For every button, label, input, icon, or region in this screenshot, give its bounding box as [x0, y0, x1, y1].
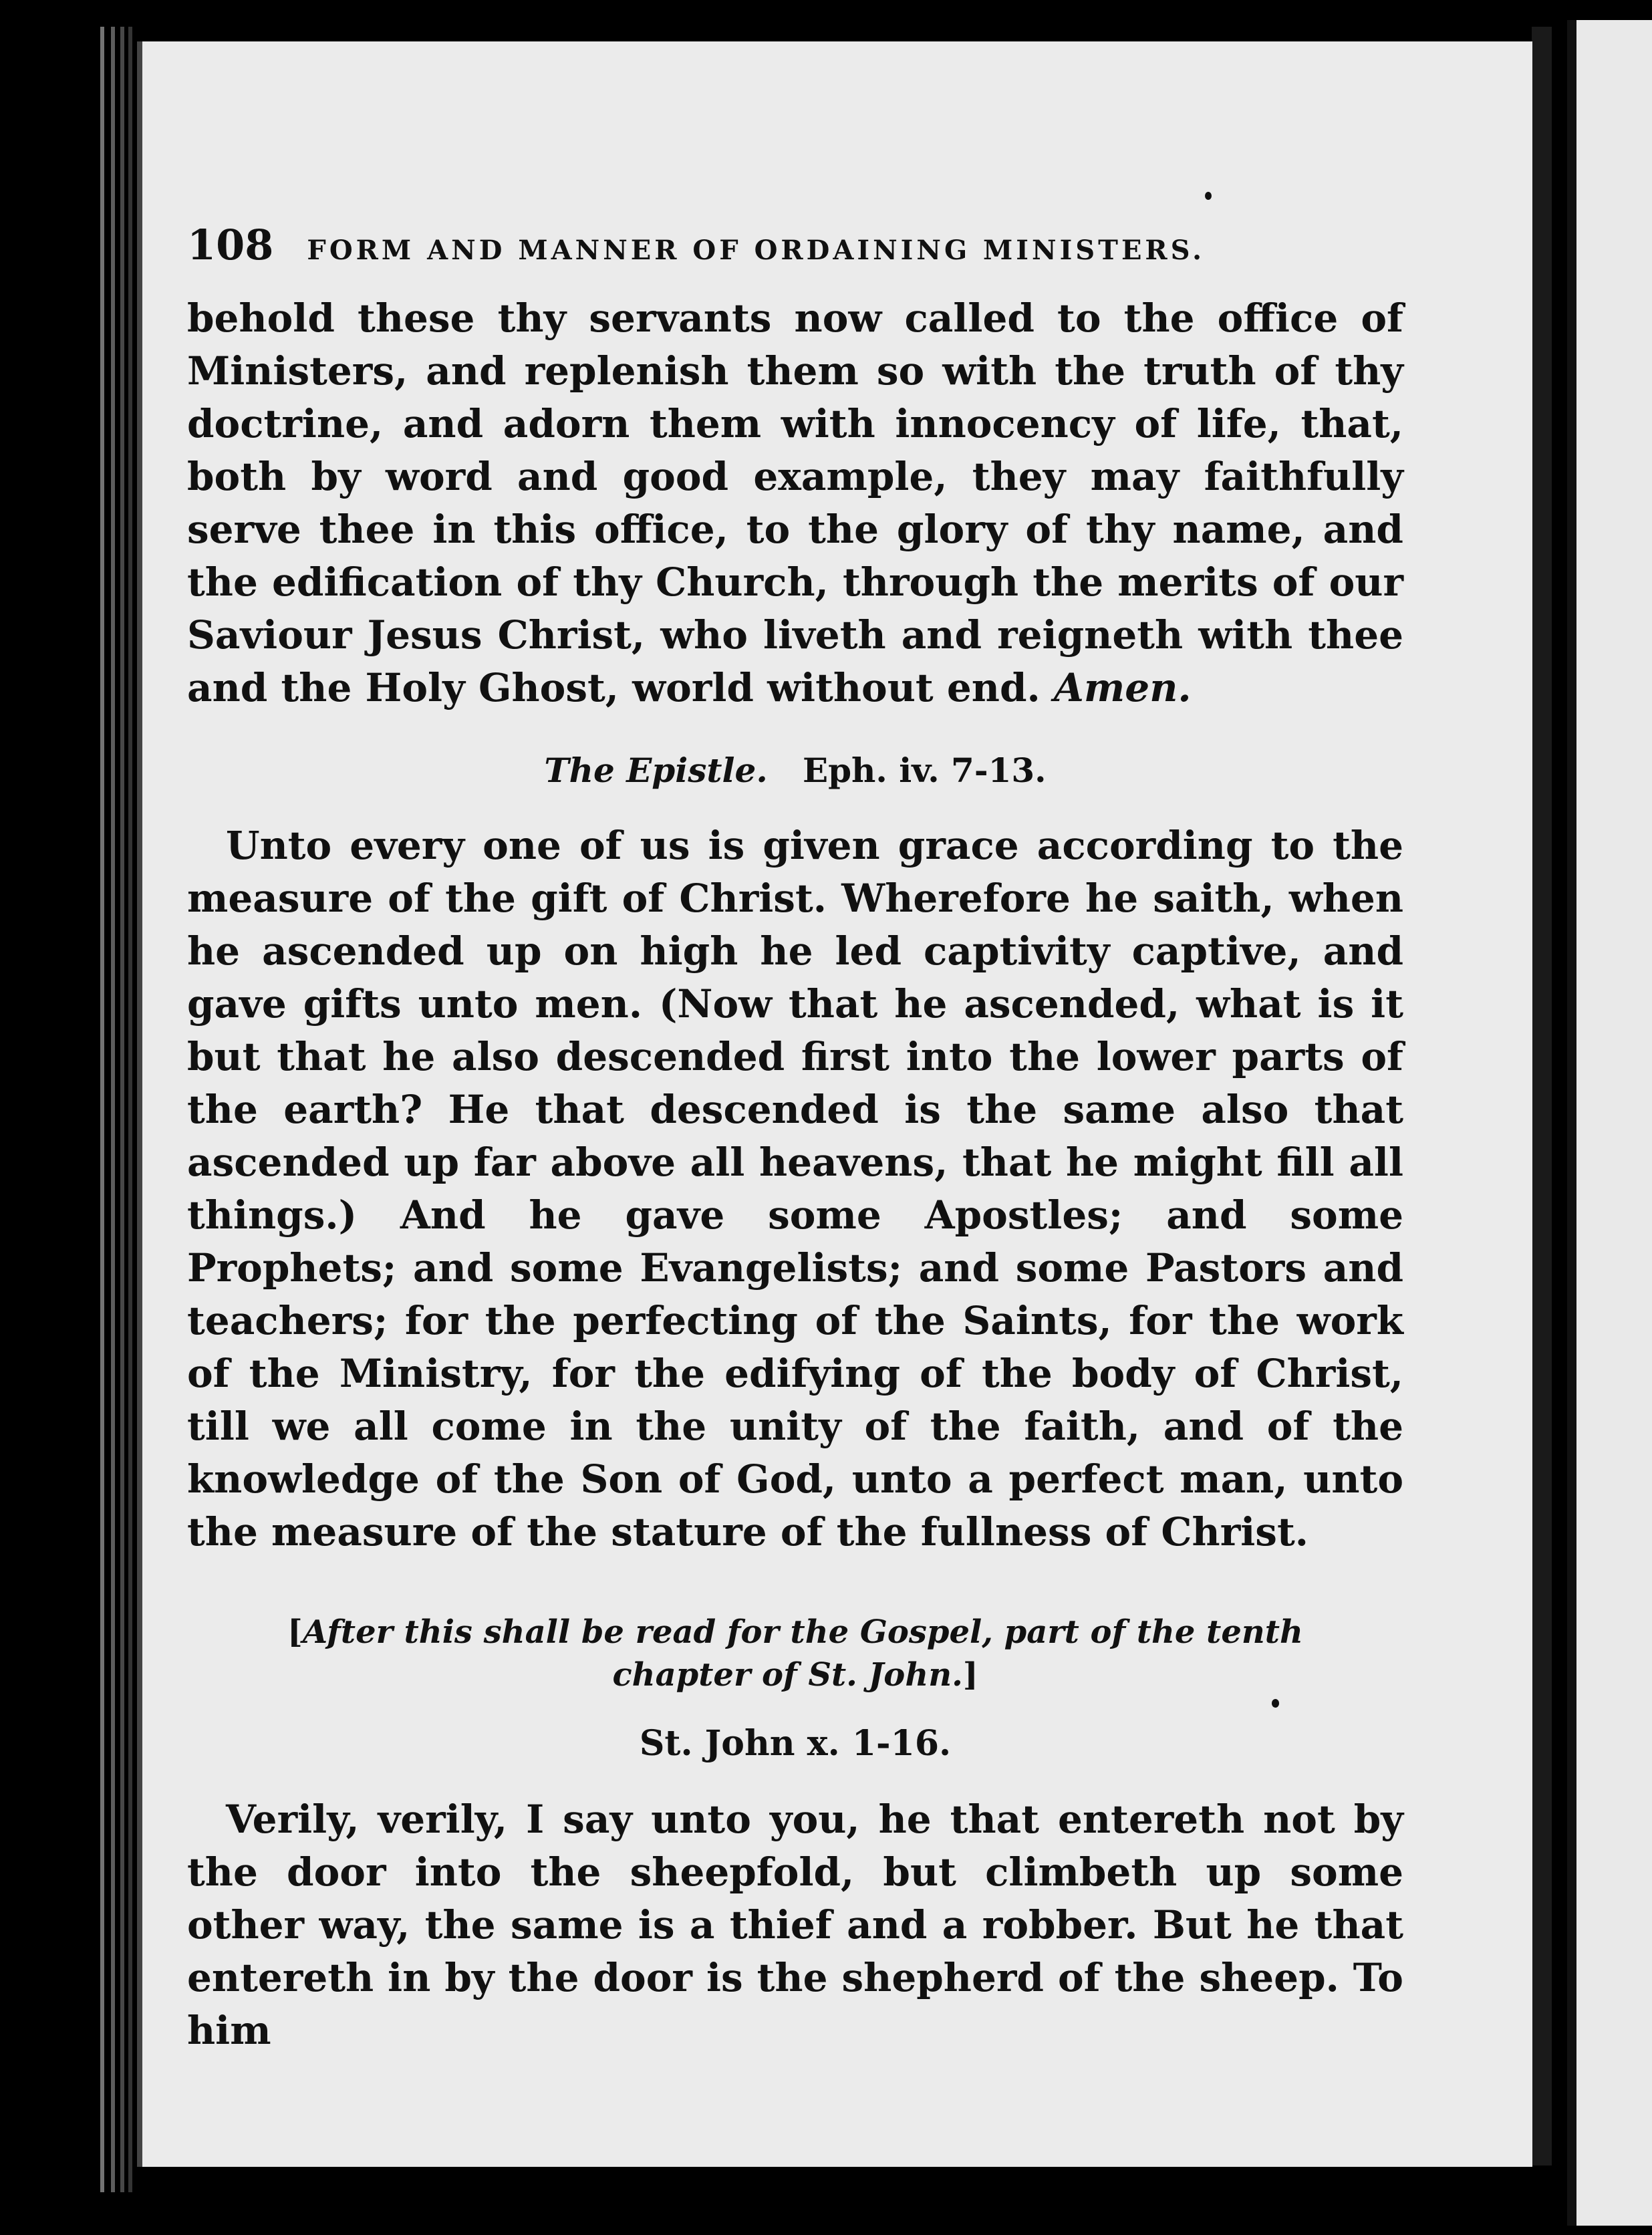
running-head-title: FORM AND MANNER OF ORDAINING MINISTERS.: [307, 235, 1206, 266]
page-content: [187, 221, 1403, 2057]
rubric-open-bracket: [: [287, 1613, 303, 1651]
page-edge: [128, 27, 132, 2192]
amen: Amen.: [1053, 665, 1192, 710]
page-edge: [120, 27, 124, 2192]
facing-page-edge: [1567, 20, 1652, 2226]
page-number: 108: [187, 221, 274, 269]
gutter-shadow: [1532, 27, 1552, 2165]
ink-speck: [1205, 192, 1212, 200]
prayer-conclusion: [187, 292, 1403, 714]
epistle-heading: [187, 751, 1403, 790]
prayer-text: behold these thy servants now called to the office of Ministers, and replenish them so with the truth of thy doctrine, and adorn them with innocency of life, that, both by word and good example, they may faithfully serve thee in this office, to the glory of thy name, and the edification of thy Church, through the merits of our Saviour Jesus Christ, who liveth and reigneth with thee and the Holy Ghost, world without end.: [187, 295, 1403, 710]
running-head: [187, 221, 1403, 269]
rubric-close-bracket: ]: [962, 1656, 978, 1694]
epistle-reference: Eph. iv. 7-13.: [802, 751, 1047, 790]
rubric: [214, 1611, 1377, 1696]
page-edge: [100, 27, 104, 2192]
rubric-text: After this shall be read for the Gospel, part of the tenth chapter of St. John.: [302, 1613, 1303, 1694]
epistle-text: Unto every one of us is given grace according to the measure of the gift of Christ. Wherefore he saith, when he ascended up on high he led captivity captive, and gave gifts unto men. (Now that he ascended, what is it but that he also descended first into the lower parts of the earth? He that descended is the same also that ascended up far above all heavens, that he might fill all things.) And he gave some Apostles; and some Prophets; and some Evangelists; and some Pastors and teachers; for the perfecting of the Saints, for the work of the Ministry, for the edifying of the body of Christ, till we all come in the unity of the faith, and of the knowledge of the Son of God, unto a perfect man, unto the measure of the stature of the fullness of Christ.: [187, 823, 1403, 1555]
gospel-reference: St. John x. 1-16.: [639, 1723, 952, 1764]
gospel-text: Verily, verily, I say unto you, he that entereth not by the door into the sheepfold, but climbeth up some other way, the same is a thief and a robber. But he that entereth in by the door is the shepherd of the sheep. To him: [187, 1797, 1403, 2053]
page-edge: [111, 27, 115, 2192]
epistle-label: The Epistle.: [544, 751, 768, 790]
